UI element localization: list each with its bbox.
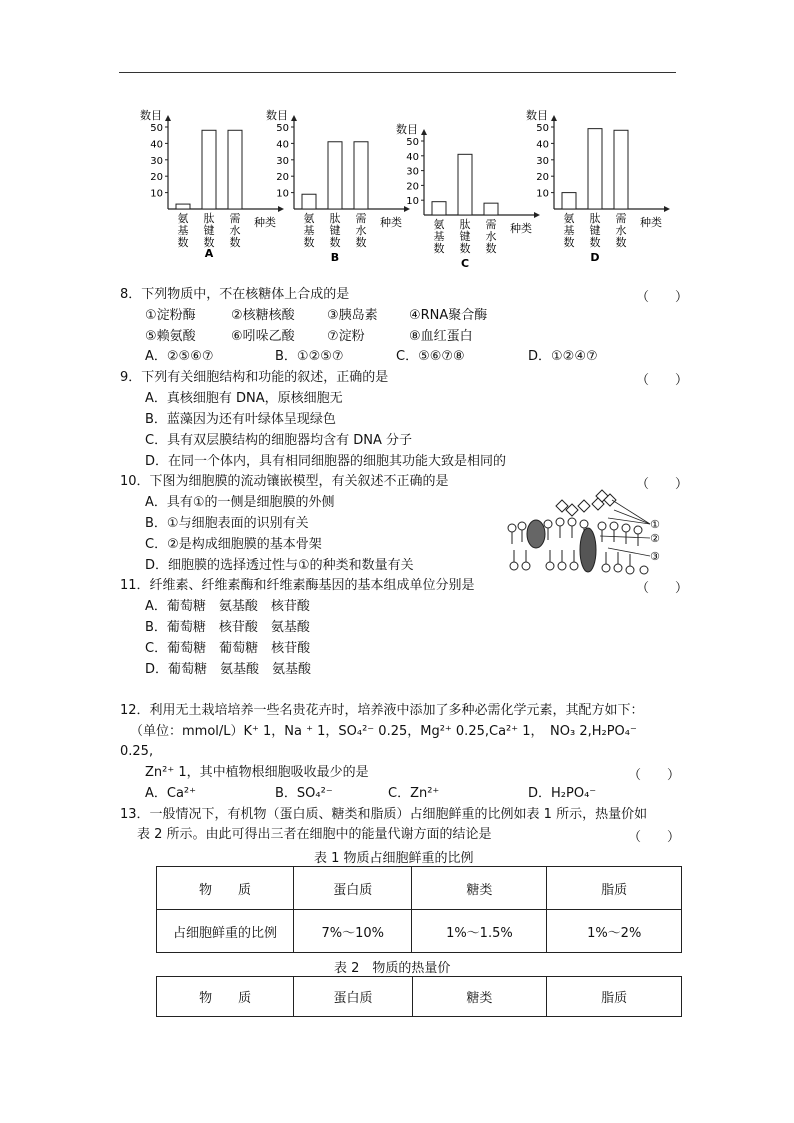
y-axis-arrow bbox=[551, 115, 557, 121]
category-label-char: 水 bbox=[485, 230, 497, 243]
q9-option-c: C．具有双层膜结构的细胞器均含有 DNA 分子 bbox=[145, 433, 412, 448]
q8-option-d: D．①②④⑦ bbox=[528, 349, 598, 364]
category-label-char: 水 bbox=[229, 224, 241, 237]
category-label-char: 数 bbox=[563, 236, 575, 249]
category-label-char: 肽 bbox=[329, 212, 341, 225]
q12-stem: 12．利用无土栽培培养一些名贵花卉时，培养液中添加了多种必需化学元素，其配方如下： bbox=[120, 703, 644, 718]
x-axis-label: 种类 bbox=[510, 222, 532, 235]
bar bbox=[354, 142, 368, 209]
category-label-char: 数 bbox=[229, 236, 241, 249]
category-label-char: 肽 bbox=[589, 212, 601, 225]
x-axis-label: 种类 bbox=[380, 216, 402, 229]
category-label-char: 氨 bbox=[177, 212, 189, 225]
q9-paren: （ ） bbox=[636, 373, 689, 388]
y-tick-label: 30 bbox=[536, 155, 549, 167]
table-cell: 物 质 bbox=[157, 977, 294, 1017]
bar bbox=[432, 202, 446, 215]
x-axis-label: 种类 bbox=[254, 216, 276, 229]
q10-option-a: A．具有①的一侧是细胞膜的外侧 bbox=[145, 495, 335, 510]
q11-paren: （ ） bbox=[636, 581, 689, 596]
q12-question: Zn²⁺ 1，其中植物根细胞吸收最少的是 bbox=[145, 765, 369, 780]
q12-formula: （单位：mmol/L）K⁺ 1，Na ⁺ 1，SO₄²⁻ 0.25，Mg²⁺ 0.25,Ca²⁺ 1， NO₃ 2,H₂PO₄⁻ bbox=[130, 724, 637, 739]
y-axis-label: 数目 bbox=[526, 109, 548, 122]
table1-header-row bbox=[157, 867, 682, 910]
y-tick-label: 10 bbox=[406, 196, 419, 208]
q8-paren: （ ） bbox=[636, 290, 689, 305]
category-label-char: 数 bbox=[615, 236, 627, 249]
bar bbox=[588, 129, 602, 209]
category-label-char: 数 bbox=[329, 236, 341, 249]
q8-option-c: C．⑤⑥⑦⑧ bbox=[396, 349, 465, 364]
table2-header-row bbox=[157, 977, 682, 1017]
q13-line2: 表 2 所示。由此可得出三者在细胞中的能量代谢方面的结论是 bbox=[137, 827, 492, 842]
bar-charts-svg bbox=[120, 105, 680, 275]
category-label-char: 氨 bbox=[433, 218, 445, 231]
y-tick-label: 40 bbox=[536, 139, 549, 151]
category-label-char: 数 bbox=[303, 236, 315, 249]
category-label-char: 基 bbox=[433, 230, 445, 243]
category-label-char: 基 bbox=[177, 224, 189, 237]
y-tick-label: 50 bbox=[406, 137, 419, 148]
q11-option-c: C．葡萄糖 葡萄糖 核苷酸 bbox=[145, 641, 311, 656]
category-label-char: 数 bbox=[589, 236, 601, 249]
category-label-char: 键 bbox=[203, 224, 215, 237]
y-tick-label: 50 bbox=[536, 123, 549, 134]
q8-item: ②核糖核酸 bbox=[231, 308, 295, 323]
q12-option-b: B．SO₄²⁻ bbox=[275, 786, 333, 801]
table-cell: 物 质 bbox=[157, 867, 294, 910]
q12-option-d: D．H₂PO₄⁻ bbox=[528, 786, 597, 801]
y-tick-label: 10 bbox=[536, 188, 549, 200]
y-tick-label: 50 bbox=[150, 123, 163, 134]
y-axis-arrow bbox=[291, 115, 297, 121]
cell-membrane-diagram bbox=[504, 488, 696, 588]
x-axis-arrow bbox=[534, 212, 540, 218]
table-cell: 7%～10% bbox=[294, 910, 412, 953]
category-label-char: 需 bbox=[229, 212, 241, 225]
q10-option-c: C．②是构成细胞膜的基本骨架 bbox=[145, 537, 322, 552]
category-label-char: 需 bbox=[485, 218, 497, 231]
category-label-char: 数 bbox=[459, 242, 471, 255]
table2 bbox=[156, 976, 682, 1017]
q12-option-a: A．Ca²⁺ bbox=[145, 786, 197, 801]
table-cell: 脂质 bbox=[547, 867, 682, 910]
q8-item: ⑤赖氨酸 bbox=[145, 329, 196, 344]
y-axis-label: 数目 bbox=[266, 109, 288, 122]
panel-label: D bbox=[590, 251, 600, 264]
q13-line1: 13．一般情况下，有机物（蛋白质、糖类和脂质）占细胞鲜重的比例如表 1 所示，热量价如 bbox=[120, 807, 648, 822]
membrane-protein bbox=[580, 528, 596, 572]
q8-item: ⑧血红蛋白 bbox=[409, 329, 473, 344]
category-label-char: 键 bbox=[329, 224, 341, 237]
q12-paren: （ ） bbox=[628, 768, 681, 783]
table-cell: 蛋白质 bbox=[294, 867, 412, 910]
glycan-unit bbox=[578, 500, 590, 512]
category-label-char: 数 bbox=[203, 236, 215, 249]
category-label-char: 基 bbox=[563, 224, 575, 237]
table-cell: 1%～1.5% bbox=[412, 910, 547, 953]
category-label-char: 基 bbox=[303, 224, 315, 237]
x-axis-label: 种类 bbox=[640, 216, 662, 229]
table1 bbox=[156, 866, 682, 953]
q10-option-b: B．①与细胞表面的识别有关 bbox=[145, 516, 309, 531]
category-label-char: 键 bbox=[459, 230, 471, 243]
panel-label: A bbox=[204, 247, 214, 260]
table1-row bbox=[157, 910, 682, 953]
bar bbox=[562, 193, 576, 209]
q8-item: ③胰岛素 bbox=[327, 308, 378, 323]
y-tick-label: 30 bbox=[276, 155, 289, 167]
bar bbox=[458, 154, 472, 215]
category-label-char: 肽 bbox=[203, 212, 215, 225]
membrane-protein bbox=[527, 520, 545, 548]
table2-caption: 表 2 物质的热量价 bbox=[334, 961, 451, 976]
category-label-char: 需 bbox=[355, 212, 367, 225]
q8-item: ①淀粉酶 bbox=[145, 308, 196, 323]
table-cell: 糖类 bbox=[412, 867, 547, 910]
q8-option-a: A．②⑤⑥⑦ bbox=[145, 349, 214, 364]
bar bbox=[484, 203, 498, 215]
y-tick-label: 20 bbox=[276, 172, 289, 184]
category-label-char: 水 bbox=[355, 224, 367, 237]
y-axis-label: 数目 bbox=[140, 109, 162, 122]
y-tick-label: 20 bbox=[536, 172, 549, 184]
q9-stem: 9．下列有关细胞结构和功能的叙述，正确的是 bbox=[120, 370, 389, 385]
y-tick-label: 40 bbox=[276, 139, 289, 151]
y-tick-label: 40 bbox=[406, 151, 419, 163]
category-label-char: 数 bbox=[433, 242, 445, 255]
bar bbox=[614, 130, 628, 209]
q8-item: ⑦淀粉 bbox=[327, 329, 365, 344]
table-cell: 糖类 bbox=[412, 977, 547, 1017]
q8-item: ⑥吲哚乙酸 bbox=[231, 329, 295, 344]
x-axis-arrow bbox=[278, 206, 284, 212]
table-cell: 占细胞鲜重的比例 bbox=[157, 910, 294, 953]
y-tick-label: 20 bbox=[150, 172, 163, 184]
bar bbox=[302, 194, 316, 209]
y-tick-label: 10 bbox=[276, 188, 289, 200]
y-tick-label: 20 bbox=[406, 181, 419, 193]
q10-paren: （ ） bbox=[636, 477, 689, 492]
y-axis-arrow bbox=[421, 129, 427, 135]
q8-item: ④RNA聚合酶 bbox=[409, 308, 488, 323]
q11-option-d: D．葡萄糖 氨基酸 氨基酸 bbox=[145, 662, 312, 677]
y-axis-arrow bbox=[165, 115, 171, 121]
y-tick-label: 30 bbox=[150, 155, 163, 167]
category-label-char: 键 bbox=[589, 224, 601, 237]
y-tick-label: 50 bbox=[276, 123, 289, 134]
q10-option-d: D．细胞膜的选择透过性与①的种类和数量有关 bbox=[145, 558, 414, 573]
q9-option-a: A．真核细胞有 DNA，原核细胞无 bbox=[145, 391, 343, 406]
category-label-char: 数 bbox=[355, 236, 367, 249]
q11-option-a: A．葡萄糖 氨基酸 核苷酸 bbox=[145, 599, 310, 614]
q12-option-c: C．Zn²⁺ bbox=[388, 786, 440, 801]
y-tick-label: 40 bbox=[150, 139, 163, 151]
category-label-char: 数 bbox=[485, 242, 497, 255]
table-cell: 蛋白质 bbox=[294, 977, 412, 1017]
bar bbox=[202, 130, 216, 209]
label-2: ② bbox=[650, 532, 660, 545]
panel-label: B bbox=[330, 251, 340, 264]
bar bbox=[328, 142, 342, 209]
q8-option-b: B．①②⑤⑦ bbox=[275, 349, 344, 364]
category-label-char: 肽 bbox=[459, 218, 471, 231]
q12-formula-cont: 0.25, bbox=[120, 744, 154, 759]
q9-option-b: B．蓝藻因为还有叶绿体呈现绿色 bbox=[145, 412, 336, 427]
y-tick-label: 30 bbox=[406, 166, 419, 178]
panel-label: C bbox=[460, 257, 470, 270]
category-label-char: 氨 bbox=[303, 212, 315, 225]
bar-charts bbox=[120, 105, 680, 275]
label-3: ③ bbox=[650, 550, 660, 563]
q11-option-b: B．葡萄糖 核苷酸 氨基酸 bbox=[145, 620, 310, 635]
x-axis-arrow bbox=[664, 206, 670, 212]
header-rule bbox=[119, 72, 676, 73]
q13-paren: （ ） bbox=[628, 830, 681, 845]
category-label-char: 数 bbox=[177, 236, 189, 249]
category-label-char: 水 bbox=[615, 224, 627, 237]
bar bbox=[228, 130, 242, 209]
category-label-char: 需 bbox=[615, 212, 627, 225]
q10-stem: 10．下图为细胞膜的流动镶嵌模型，有关叙述不正确的是 bbox=[120, 474, 449, 489]
membrane-svg bbox=[504, 488, 696, 588]
table1-caption: 表 1 物质占细胞鲜重的比例 bbox=[314, 851, 474, 866]
q9-option-d: D．在同一个体内，具有相同细胞器的细胞其功能大致是相同的 bbox=[145, 454, 507, 469]
q11-stem: 11．纤维素、纤维素酶和纤维素酶基因的基本组成单位分别是 bbox=[120, 578, 475, 593]
bar bbox=[176, 204, 190, 209]
table-cell: 1%～2% bbox=[547, 910, 682, 953]
label-1: ① bbox=[650, 518, 660, 531]
y-tick-label: 10 bbox=[150, 188, 163, 200]
y-axis-label: 数目 bbox=[396, 123, 418, 136]
category-label-char: 氨 bbox=[563, 212, 575, 225]
table-cell: 脂质 bbox=[547, 977, 682, 1017]
q8-stem: 8．下列物质中，不在核糖体上合成的是 bbox=[120, 287, 350, 302]
